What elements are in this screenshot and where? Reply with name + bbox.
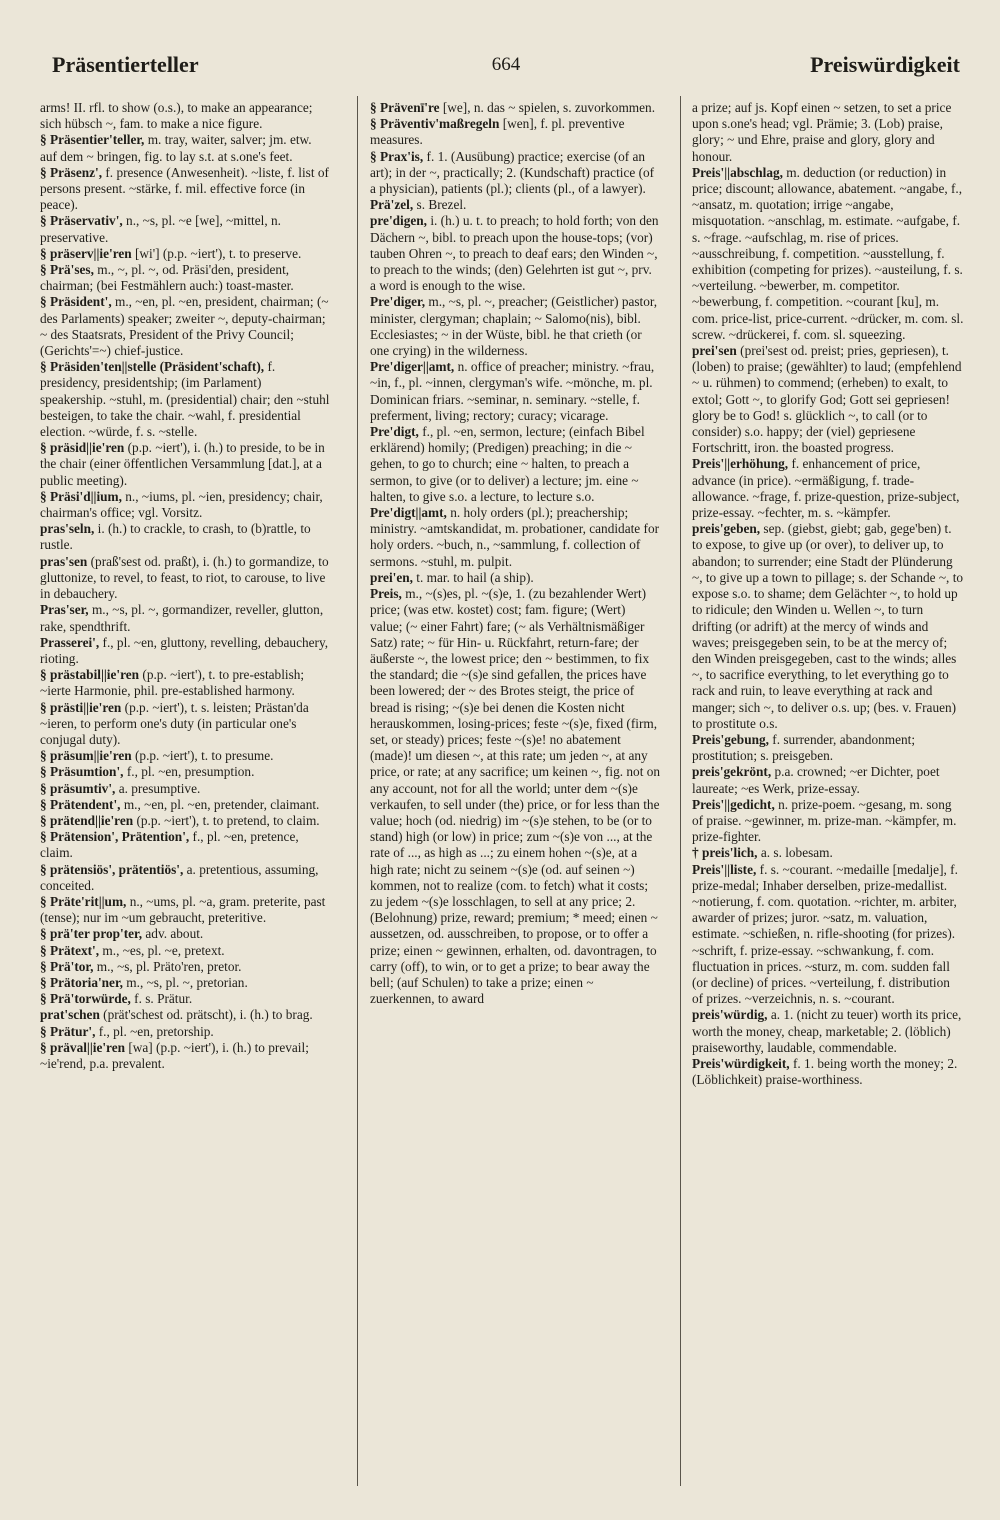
dictionary-entry [40,943,330,959]
entry-text: [we], n. das ~ spielen, s. zuvorkommen. [442,100,656,115]
entry-text: p.a. crowned; ~er Dichter, poet laureate; ~es Werk, prize-essay. [692,764,940,796]
dictionary-entry [692,165,964,343]
entry-text: (p.p. ~iert'), t. s. leisten; Prästan'da ~ieren, to perform one's duty (in particular one's conjugal duty). [40,699,309,747]
column-rule-2 [680,96,681,1486]
column-2 [370,100,660,1500]
dictionary-entry [40,829,330,861]
entry-text: f. presence (Anwesenheit). ~liste, f. list of persons present. ~stärke, f. mil. effective force (in peace). [40,164,329,213]
entry-text: sep. (giebst, giebt; gab, gege'ben) t. to expose, to give up (or over), to deliver up, to abandon; to surrender; eine Stadt der Plünderung ~, to give up a town to pillage; s. der Schande ~, to expose s.o. to shame; dem Gelächter ~, to hold up to ridicule; den Winden u. Wellen ~, to turn drifting (or adrift) at the mercy of winds and waves; preisgegeben sein, to be at the mercy of; den Winden preisgegeben, cast to the winds; alles ~, to sacrifice everything, to let everything go to rack and ruin, to leave everything at rack and manger; sich ~, to deliver o.s. up; (bes. v. Frauen) to prostitute o.s. [692,521,964,731]
dictionary-entry [40,667,330,699]
entry-text: a prize; auf js. Kopf einen ~ setzen, to set a price upon s.one's head; vgl. Prämie; 3. (Lob) praise, glory; ~ und Ehre, praise and glory, glory and honour. [692,100,952,164]
dictionary-entry [40,862,330,894]
entry-text: n., ~s, pl. ~e [we], ~mittel, n. preservative. [40,213,281,245]
dictionary-entry [40,1007,330,1023]
entry-text: [wen], f. pl. preventive measures. [370,116,625,148]
entry-headword: § Prävenī're [370,100,440,115]
entry-headword: Preis'gebung, [692,731,769,747]
entry-text: f. s. Prätur. [134,991,193,1007]
entry-text: m., ~es, pl. ~e, pretext. [102,942,225,958]
entry-headword: § Präsenz', [40,164,103,180]
dictionary-entry [692,521,964,732]
entry-headword: Preis'||abschlag, [692,164,783,180]
dictionary-entry [370,100,660,116]
entry-headword: Preis'||liste, [692,861,757,877]
entry-text: m. deduction (or reduction) in price; discount; allowance, abatement. ~angabe, f., ~ansatz, m. quotation; irrige ~angabe, misquotation. ~anschlag, m. estimate. ~aufgabe, f. s. ~frage. ~aufschlag, m. rise of prices. ~ausschreibung, f. competition. ~ausstellung, f. exhibition (competing for prizes). ~austeilung, f. s. ~verteilung. ~bewerber, m. competitor. ~bewerbung, f. competition. ~courant [ku], m. com. price-list, price-current. ~drücker, m. com. sl. screw. ~drückerei, f. com. sl. squeezing. [692,164,964,342]
entry-headword: § Präventiv'maßregeln [370,116,500,132]
dictionary-entry [692,1056,964,1088]
entry-text: f. enhancement of price, advance (in price). ~ermäßigung, f. trade-allowance. ~frage, f. prize-question, prize-subject, prize-essay. ~fechter, m. s. ~kämpfer. [692,456,960,521]
entry-text: m., ~s, pl. Präto'ren, pretor. [96,958,242,974]
dictionary-entry [692,100,964,165]
dictionary-entry [40,748,330,764]
entry-headword: § Präsumtion', [40,764,124,780]
dictionary-entry [40,359,330,440]
dictionary-entry [692,797,964,846]
entry-headword: prei'en, [370,569,413,585]
dictionary-entry [40,262,330,294]
entry-text: f., pl. ~en, pretence, claim. [40,829,299,861]
dictionary-entry [692,343,964,456]
entry-text: f., pl. ~en, gluttony, revelling, debauchery, rioting. [40,634,329,666]
dictionary-entry [40,959,330,975]
running-head-left: Präsentierteller [52,52,199,77]
dictionary-entry [370,505,660,570]
page-number: 664 [491,54,521,75]
dictionary-entry [40,132,330,164]
entry-headword: § Prätension', Prätention', [40,829,190,845]
entry-headword: pras'seln, [40,521,95,537]
entry-headword: prei'sen [692,343,737,359]
entry-headword: § Prä'torwürde, [40,991,131,1007]
dictionary-entry [370,294,660,359]
dictionary-entry [40,764,330,780]
entry-headword: § Prä'tor, [40,958,94,974]
dictionary-entry [692,764,964,796]
entry-text: i. (h.) to crackle, to crash, to (b)rattle, to rustle. [40,521,311,553]
entry-headword: § Präservativ', [40,213,123,229]
dictionary-entry [40,991,330,1007]
entry-text: n., ~iums, pl. ~ien, presidency; chair, chairman's office; vgl. Vorsitz. [40,488,323,521]
entry-headword: § Prätur', [40,1023,96,1039]
dictionary-entry [370,197,660,213]
entry-text: a. presumptive. [118,780,201,796]
entry-text: s. Brezel. [416,197,467,213]
entry-text: (p.p. ~iert'), t. to pre-establish; ~ierte Harmonie, phil. pre-established harmony. [40,667,305,699]
entry-headword: preis'würdig, [692,1007,768,1023]
entry-text: f., pl. ~en, presumption. [126,764,255,780]
entry-headword: pras'sen [40,553,88,569]
entry-text: n., ~ums, pl. ~a, gram. preterite, past (tense); nur im ~um gebraucht, preteritive. [40,893,326,926]
dictionary-entry [370,424,660,505]
dictionary-entry [40,246,330,262]
entry-headword: Prä'zel, [370,197,414,213]
entry-text: m. tray, waiter, salver; jm. etw. auf dem ~ bringen, fig. to lay s.t. at s.one's feet. [40,132,312,164]
dictionary-entry [40,440,330,489]
entry-text: t. mar. to hail (a ship). [416,569,534,585]
entry-text: adv. about. [145,926,204,942]
entry-headword: Preis'||erhöhung, [692,456,789,472]
entry-text: a. pretentious, assuming, conceited. [40,861,319,893]
dictionary-entry [40,781,330,797]
dictionary-entry [370,116,660,148]
dictionary-entry [40,700,330,749]
dictionary-entry [40,975,330,991]
dictionary-entry [40,926,330,942]
entry-headword: § Präsident', [40,294,112,310]
entry-text: i. (h.) u. t. to preach; to hold forth; von den Dächern ~, bibl. to preach upon the house-tops; (vor) tauben Ohren ~, to preach to deaf ears; den Winden ~, to preach to the winds; (den) Gelehrten ist gut ~, prv. a word is enough to the wise. [370,213,659,294]
dictionary-entry [692,1007,964,1056]
entry-text: (p.p. ~iert'), t. to presume. [135,748,274,764]
dictionary-entry [40,635,330,667]
entry-headword: § prä'ter prop'ter, [40,926,143,942]
entry-headword: § prätend||ie'ren [40,812,134,828]
entry-headword: Pre'digt||amt, [370,505,447,521]
dictionary-entry [40,1024,330,1040]
dictionary-entry [40,165,330,214]
entry-headword: § Prax'is, [370,148,424,164]
entry-headword: Pras'ser, [40,602,89,618]
dictionary-entry [692,456,964,521]
entry-headword: § Prätext', [40,942,100,958]
entry-headword: § präsum||ie'ren [40,748,132,764]
entry-headword: Preis'||gedicht, [692,796,775,812]
dictionary-entry [40,554,330,603]
entry-text: f. surrender, abandonment; prostitution; s. preisgeben. [692,731,916,764]
column-rule-1 [357,96,358,1486]
page-header [52,52,960,86]
entry-text: a. s. lobesam. [760,845,833,861]
entry-text: (p.p. ~iert'), t. to pretend, to claim. [136,812,320,828]
dictionary-entry [692,845,964,861]
entry-headword: § prästabil||ie'ren [40,667,140,683]
entry-text: n. prize-poem. ~gesang, m. song of praise. ~gewinner, m. prize-man. ~kämpfer, m. prize-fighter. [692,796,957,845]
entry-headword: § präserv||ie'ren [40,245,132,261]
entry-headword: § prästi||ie'ren [40,699,122,715]
entry-text: a. 1. (nicht zu teuer) worth its price, worth the money, cheap, marketable; 2. (löblich) praiseworthy, laudable, commendable. [692,1007,962,1055]
entry-text: m., ~, pl. ~, od. Präsi'den, president, chairman; (bei Festmählern auch:) toast-master. [40,262,294,294]
entry-headword: preis'gekrönt, [692,764,772,780]
entry-headword: § Präte'rit||um, [40,893,127,909]
entry-text: (prei'sest od. preist; pries, gepriesen), t. (loben) to praise; (gewählter) to laud; (empfehlend ~ u. rühmen) to commend; (erheben) to exalt, to extol; Gott ~, to glorify God; Gott sei gepriesen! glory be to God! s. glücklich ~, to call (or to consider) s.o. happy; der (viel) gepriesene Fortschritt, iron. the boasted progress. [692,343,962,456]
entry-headword: § Präsiden'ten||stelle (Präsident'schaft), [40,359,265,375]
dictionary-entry [692,862,964,1008]
entry-text: arms! II. rfl. to show (o.s.), to make an appearance; sich hübsch ~, fam. to make a nice figure. [40,100,313,132]
entry-text: m., ~en, pl. ~en, pretender, claimant. [123,796,320,812]
dictionary-entry [40,294,330,359]
dictionary-entry [40,213,330,245]
entry-text: m., ~s, pl. ~, preacher; (Geistlicher) pastor, minister, clergyman; chaplain; ~ Salomo(nis), bibl. Ecclesiastes; ~ in der Wüste, bibl. he that crieth (or one crying) in the wilderness. [370,294,658,359]
entry-text: f. s. ~courant. ~medaille [medalje], f. prize-medal; Inhaber derselben, prize-medallist. ~notierung, f. com. quotation. ~richter, m. arbiter, awarder of prizes; juror. ~satz, m. valuation, estimate. ~schießen, n. rifle-shooting (for prizes). ~schrift, f. prize-essay. ~schwankung, f. com. fluctuation in prices. ~sturz, m. com. sudden fall (or decline) of prices. ~verteilung, f. distribution of prizes. ~verzeichnis, n. s. ~courant. [692,861,958,1007]
entry-text: (prät'schest od. prätscht), i. (h.) to brag. [103,1007,313,1023]
dictionary-entry [40,797,330,813]
entry-headword: † preis'lich, [692,845,758,861]
dictionary-entry [40,100,330,132]
entry-headword: Pre'diger, [370,294,426,310]
entry-headword: Preis'würdigkeit, [692,1055,790,1071]
entry-text: (praß'sest od. praßt), i. (h.) to gormandize, to gluttonize, to revel, to feast, to riot, to carouse, to live in debauchery. [40,553,329,602]
dictionary-entry [370,586,660,1007]
entry-text: f., pl. ~en, sermon, lecture; (einfach Bibel erklärend) homily; (Predigen) preaching; in die ~ gehen, to go to church; eine ~ halten, to preach a sermon, to give (or to deliver) a lecture; jm. eine ~ halten, to give s.o. a lecture, to lecture s.o. [370,424,645,504]
dictionary-entry [40,894,330,926]
running-head-right: Preiswürdigkeit [810,52,960,77]
entry-headword: Prasserei', [40,634,100,650]
entry-text: [wi'] (p.p. ~iert'), t. to preserve. [134,245,302,261]
dictionary-entry [370,149,660,198]
entry-headword: § prätensiös', prätentiös', [40,861,184,877]
dictionary-entry [370,359,660,424]
dictionary-entry [370,570,660,586]
entry-headword: prat'schen [40,1007,100,1023]
entry-text: m., ~(s)es, pl. ~(s)e, 1. (zu bezahlender Wert) price; (was etw. kostet) cost; fam. figure; (Wert) value; (~ einer Fahrt) fare; (~ als Verhältnismäßiger Satz) rate; ~ für Hin- u. Rückfahrt, return-fare; der äußerste ~, the lowest price; den ~ bestimmen, to fix the standard; die ~(s)e sind gefallen, the prices have been lowered; der ~ des Brotes steigt, the price of bread is rising; ~(s)e bei denen die Kosten nicht herauskommen, losing-prices; feste ~(s)e, fixed (firm, set, or steady) prices; feste ~(s)e! no abatement (made)! um diesen ~, at this rate; um jeden ~, at any price, or rate; at any sacrifice; um keinen ~, fig. not on any account, not for all the world; unter dem ~(s)e verkaufen, to sell under (the) price, or for less than the value; hoch (od. niedrig) im ~(s)e stehen, to be (or to stand) high (or low) in price; zum ~(s)e von ..., at the rate of ..., as high as ...; zu einem hohen ~(s)e, at a high rate; nicht zu seinem ~(s)e (od. auf seinen ~) kommen, not to realize (com. to fetch) what it costs; zu jedem ~(s)e losschlagen, to sell at any price; 2. (Belohnung) prize, reward; premium; * meed; einen ~ aussetzen, od. ausschreiben, to propose, or to offer a prize; einen ~ gewinnen, erhalten, od. davontragen, to carry (off), to win, or to get a prize; to bear away the bell; (auf Schulen) to take a prize; einen ~ zuerkennen, to award [370,586,660,1007]
entry-headword: § Präsi'd||ium, [40,488,122,504]
entry-headword: § präsumtiv', [40,780,116,796]
dictionary-entry [40,1040,330,1072]
dictionary-entry [40,602,330,634]
entry-headword: Preis, [370,586,402,602]
entry-headword: § präval||ie'ren [40,1039,126,1055]
dictionary-entry [40,489,330,521]
entry-headword: pre'digen, [370,213,428,229]
dictionary-entry [692,732,964,764]
entry-text: f. presidency, presidentship; (im Parlament) speakership. ~stuhl, m. (presidential) chair; den ~stuhl besteigen, to take the chair. ~wahl, f. presidential election. ~würde, f. s. ~stelle. [40,359,330,440]
entry-text: n. holy orders (pl.); preachership; ministry. ~amtskandidat, m. probationer, candidate for holy orders. ~buch, n., ~sammlung, f. collection of sermons. ~stuhl, m. pulpit. [370,505,660,569]
entry-text: f. 1. (Ausübung) practice; exercise (of an art); in der ~, practically; 2. (Kundschaft) practice (of a physician), patients (pl.); clients (pl., of a lawyer). [370,148,655,197]
dictionary-entry [370,213,660,294]
entry-headword: § Präsentier'teller, [40,132,145,148]
entry-headword: Pre'diger||amt, [370,359,455,375]
entry-headword: § Prätoria'ner, [40,974,123,990]
entry-text: m., ~s, pl. ~, gormandizer, reveller, glutton, rake, spendthrift. [40,602,324,634]
entry-text: m., ~en, pl. ~en, president, chairman; (~ des Parlaments) speaker; zweiter ~, deputy-chairman; ~ des Staatsrats, President of the Privy Council; (Gerichts'=~) chief-justice. [40,294,329,359]
entry-text: n. office of preacher; ministry. ~frau, ~in, f., pl. ~innen, clergyman's wife. ~mönche, m. pl. Dominican friars. ~seminar, n. seminary. ~stelle, f. preferment, living; rectory; curacy; vicarage. [370,359,655,423]
entry-headword: § Prätendent', [40,796,121,812]
entry-text: f. 1. being worth the money; 2. (Löblichkeit) praise-worthiness. [692,1055,958,1088]
entry-text: [wa] (p.p. ~iert'), i. (h.) to prevail; ~ie'rend, p.a. prevalent. [40,1039,309,1071]
entry-headword: preis'geben, [692,521,761,537]
column-3 [692,100,964,1500]
entry-headword: § präsid||ie'ren [40,440,125,456]
entry-text: f., pl. ~en, pretorship. [98,1023,214,1039]
entry-headword: § Prä'ses, [40,262,94,278]
entry-text: (p.p. ~iert'), i. (h.) to preside, to be in the chair (einer öffentlichen Versammlung [dat.], at a public meeting). [40,440,325,488]
entry-headword: Pre'digt, [370,424,419,440]
column-1 [40,100,330,1500]
entry-text: m., ~s, pl. ~, pretorian. [126,974,248,990]
dictionary-entry [40,813,330,829]
dictionary-entry [40,521,330,553]
